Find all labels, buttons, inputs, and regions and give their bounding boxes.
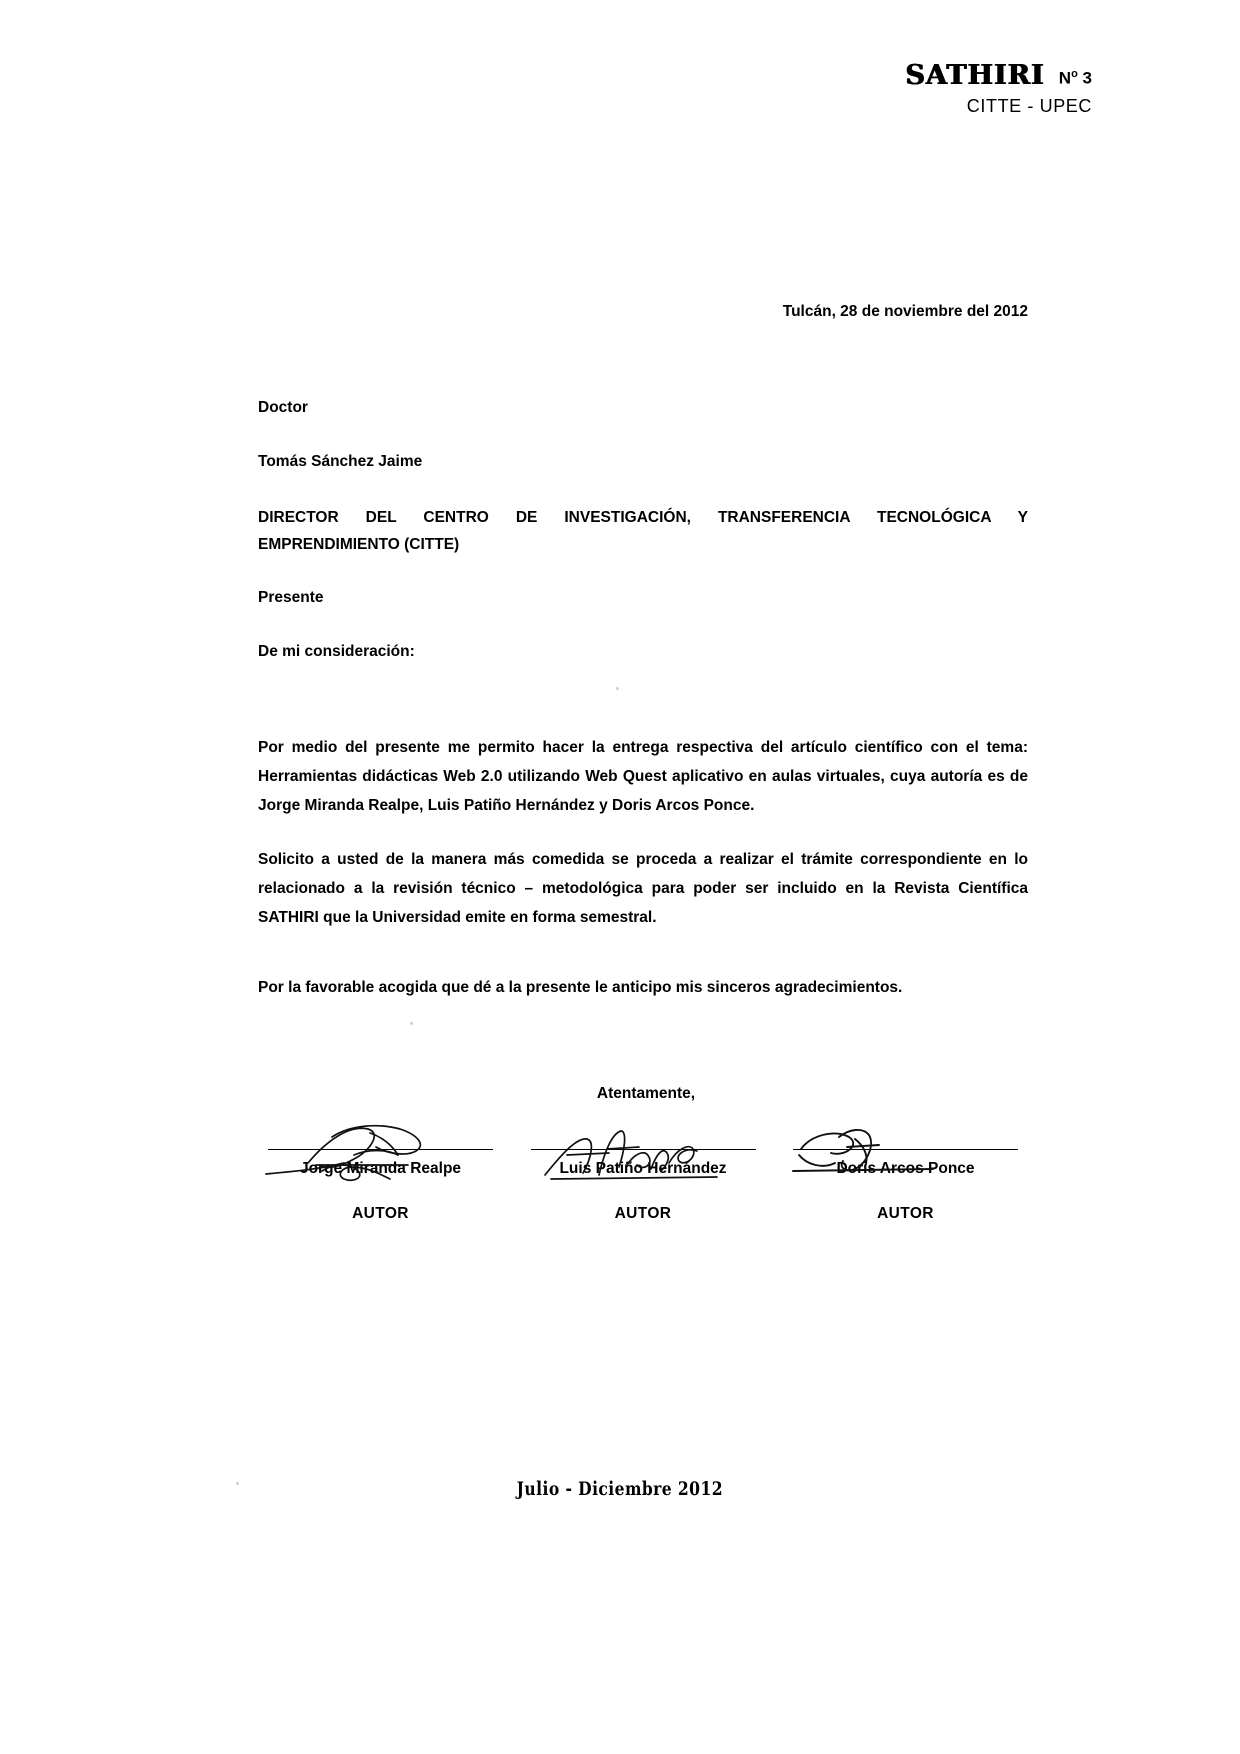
letter-greeting: De mi consideración: [258, 643, 415, 661]
signature-role: AUTOR [614, 1205, 672, 1223]
header-title-row [906, 62, 1093, 89]
header-subtitle: CITTE - UPEC [966, 96, 1092, 116]
signature-name: Doris Arcos Ponce [836, 1160, 975, 1177]
recipient-title-line-2: EMPRENDIMIENTO (CITTE) [258, 536, 460, 554]
journal-brand: SATHIRI [905, 60, 1045, 91]
signature-row [258, 1149, 1028, 1223]
signature-role: AUTOR [877, 1205, 934, 1223]
issue-prefix: N [1058, 69, 1072, 88]
scan-speck [616, 687, 619, 690]
recipient-title [258, 504, 1028, 558]
signature-block-3 [783, 1149, 1028, 1223]
recipient-present: Presente [258, 589, 324, 607]
signature-line [531, 1149, 756, 1150]
letter-closing: Atentamente, [596, 1085, 696, 1102]
signature-block-2 [521, 1149, 766, 1223]
signature-role: AUTOR [352, 1205, 409, 1223]
signature-name: Luis Patiño Hernández [559, 1160, 727, 1177]
issue-superscript: o [1071, 68, 1078, 81]
signature-line [268, 1149, 493, 1150]
page-footer [0, 1478, 1240, 1500]
letter-paragraph-3: Por la favorable acogida que dé a la presente le anticipo mis sinceros agradecimientos. [258, 979, 903, 997]
recipient-name: Tomás Sánchez Jaime [258, 453, 423, 471]
scan-speck [410, 1022, 413, 1025]
letter-date: Tulcán, 28 de noviembre del 2012 [782, 303, 1028, 320]
letter-body [258, 300, 1028, 1029]
signature-block-1 [258, 1149, 503, 1223]
signature-area [258, 1085, 1028, 1223]
spacer [258, 694, 1028, 734]
recipient-title-line-1: DIRECTOR DEL CENTRO DE INVESTIGACIÓN, TRANSFERENCIA TECNOLÓGICA Y [258, 509, 1028, 527]
footer-text: Julio - Diciembre 2012 [516, 1478, 724, 1500]
letter-paragraph-2: Solicito a usted de la manera más comedida se proceda a realizar el trámite correspondiente en lo relacionado a la revisión técnico – metodológica para poder ser incluido en la Revista Científica SATHIRI que la Universidad emite en forma semestral. [258, 851, 1028, 926]
issue-value: 3 [1082, 69, 1092, 88]
scan-speck [236, 1482, 239, 1485]
letter-paragraph-1: Por medio del presente me permito hacer la entrega respectiva del artículo científico con el tema: Herramientas didácticas Web 2.0 utilizando Web Quest aplicativo en aulas virtuales, cuya autoría es de Jorge Miranda Realpe, Luis Patiño Hernández y Doris Arcos Ponce. [258, 739, 1028, 814]
signature-line [793, 1149, 1018, 1150]
issue-number-label [1059, 69, 1092, 87]
document-header [906, 62, 1093, 117]
signature-name: Jorge Miranda Realpe [299, 1160, 462, 1177]
recipient-salutation: Doctor [258, 399, 308, 417]
